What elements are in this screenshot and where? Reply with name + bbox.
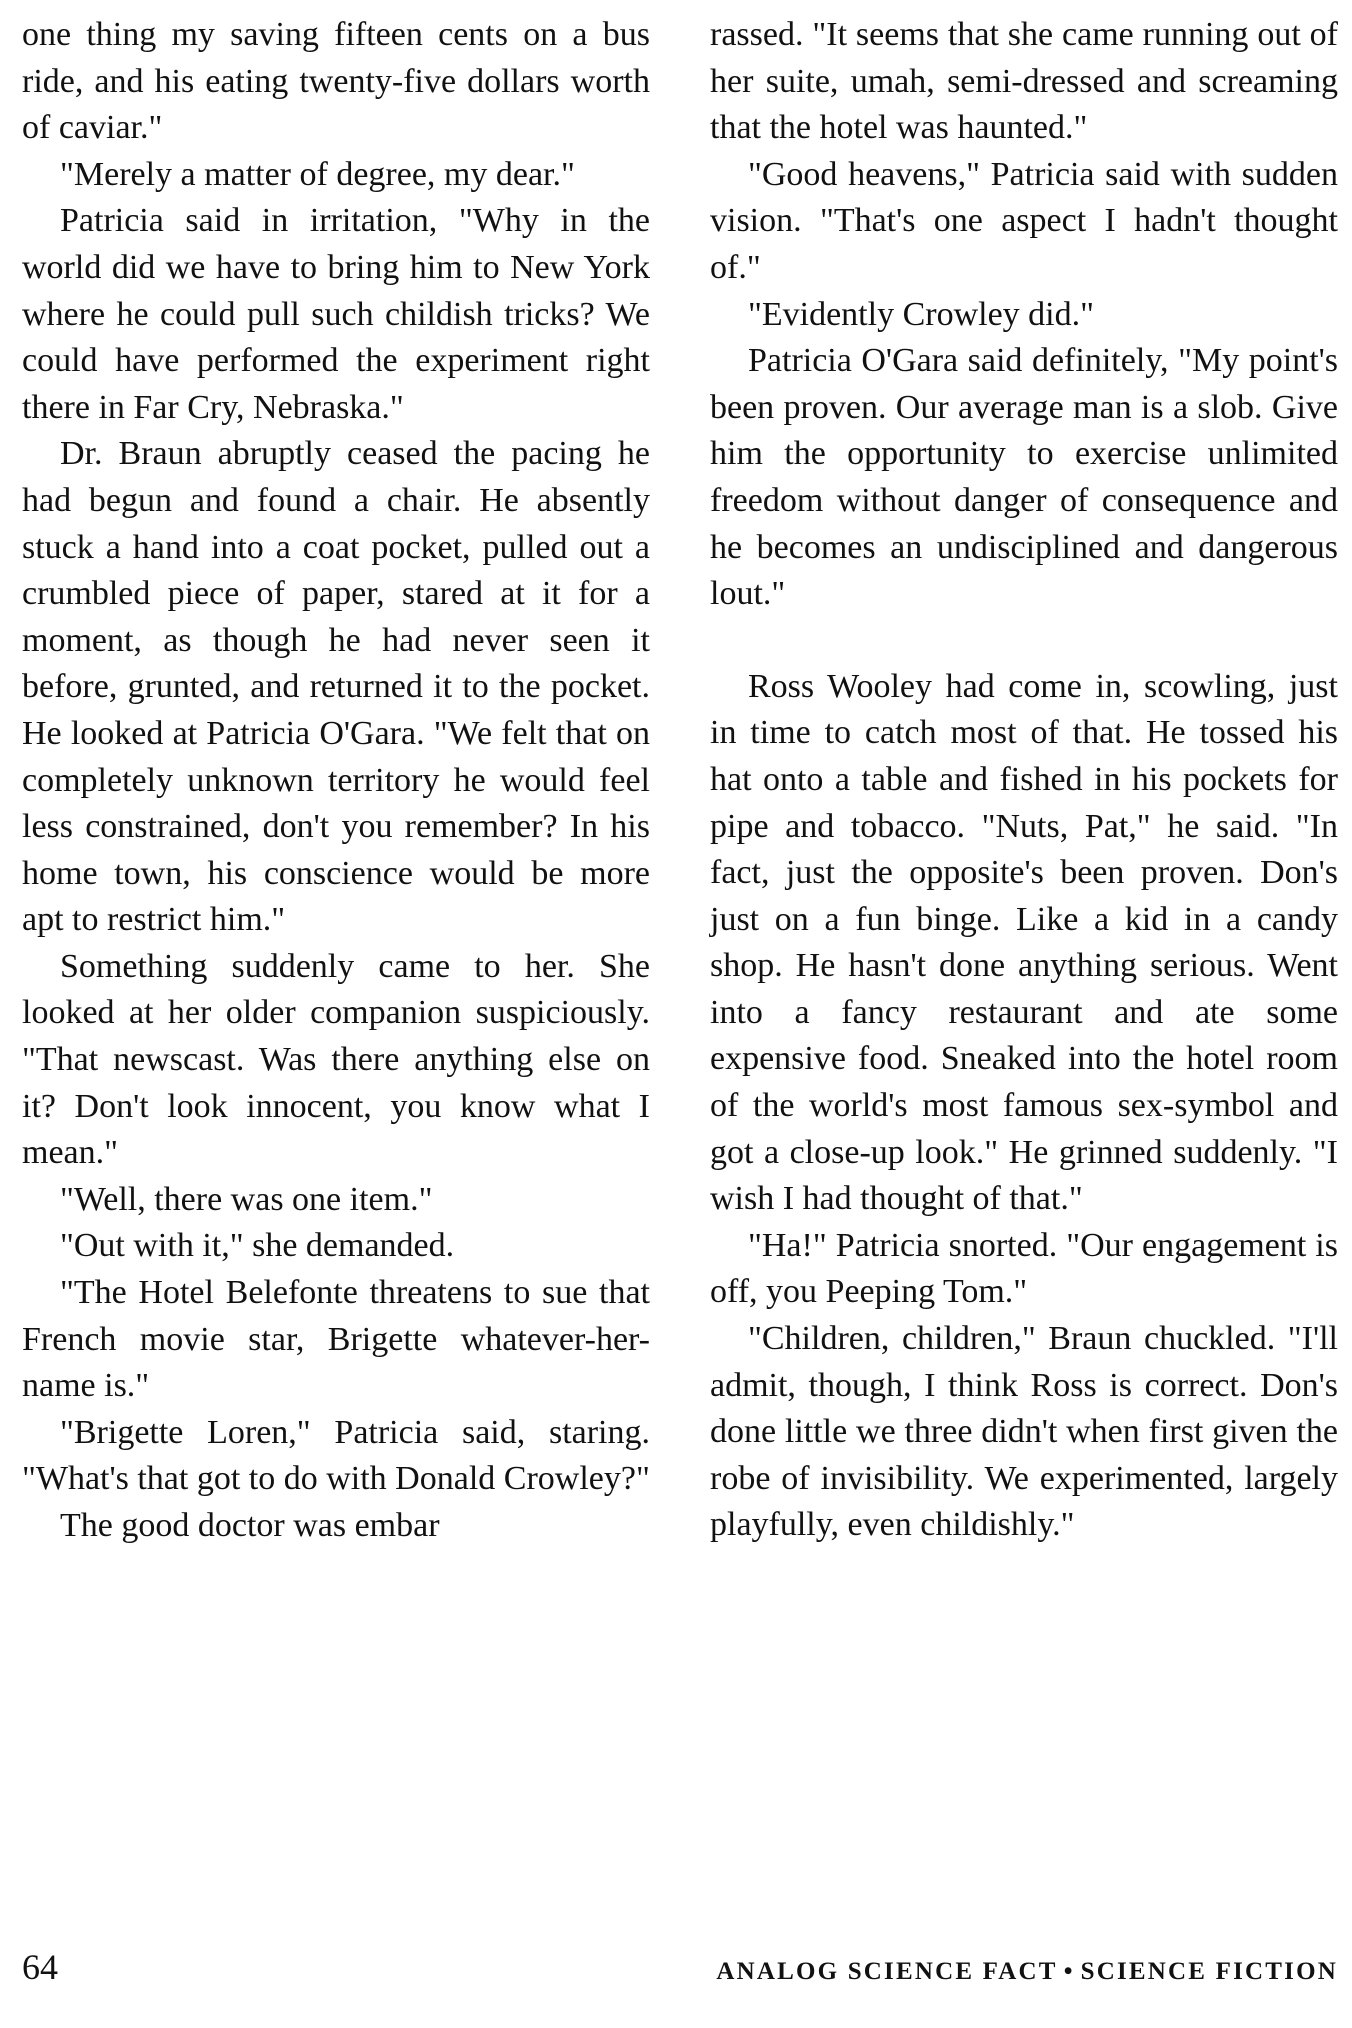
page-number: 64	[22, 1947, 58, 1987]
paragraph: "Children, children," Braun chuckled. "I'll admit, though, I think Ross is correct. Don's done little we three didn't when first given the robe of invisibility. We experimented, largely playfully, even childishly."	[710, 1320, 1338, 1544]
page-footer	[22, 1946, 1338, 1992]
paragraph: Patricia O'Gara said definitely, "My point's been proven. Our average man is a slob. Give him the opportunity to exercise unlimited freedom without danger of consequence and he becomes an undisciplined and dangerous lout."	[710, 342, 1338, 613]
paragraph: "Good heavens," Patricia said with sudden vision. "That's one aspect I hadn't thought of."	[710, 155, 1338, 286]
magazine-title-left: ANALOG SCIENCE FACT	[716, 1958, 1058, 1985]
right-column	[710, 12, 1338, 1550]
bullet-separator: •	[1063, 1958, 1075, 1985]
paragraph: Ross Wooley had come in, scowling, just in time to catch most of that. He tossed his hat onto a table and fished in his pockets for pipe and tobacco. "Nuts, Pat," he said. "In fact, just the opposite's been proven. Don's just on a fun binge. Like a kid in a candy shop. He hasn't done anything serious. Went into a fancy restaurant and ate some expensive food. Sneaked into the hotel room of the world's most famous sex-symbol and got a close-up look." He grinned suddenly. "I wish I had thought of that."	[710, 667, 1338, 1218]
magazine-title-right: SCIENCE FICTION	[1080, 1958, 1338, 1985]
paragraph: Patricia said in irritation, "Why in the world did we have to bring him to New York where he could pull such childish tricks? We could have performed the experiment right there in Far Cry, Nebraska."	[22, 202, 650, 426]
paragraph: "Evidently Crowley did."	[748, 295, 1094, 333]
paragraph: "Ha!" Patricia snorted. "Our engagement is off, you Peeping Tom."	[710, 1226, 1338, 1311]
paragraph: rassed. "It seems that she came running out of her suite, umah, semi-dressed and screaming that the hotel was haunted."	[710, 16, 1338, 147]
paragraph: "Well, there was one item."	[60, 1180, 433, 1218]
left-column	[22, 12, 650, 1550]
paragraph: The good doctor was embar	[60, 1507, 440, 1544]
paragraph: Something suddenly came to her. She looked at her older companion suspiciously. "That newscast. Was there anything else on it? Don't look innocent, you know what I mean."	[22, 947, 650, 1172]
magazine-page	[22, 12, 1338, 2002]
paragraph: "Out with it," she demanded.	[60, 1227, 455, 1265]
paragraph: Dr. Braun abruptly ceased the pacing he had begun and found a chair. He absently stuck a hand into a coat pocket, pulled out a crumbled piece of paper, stared at it for a moment, as though he had never seen it before, grunted, and returned it to the pocket. He looked at Patricia O'Gara. "We felt that on completely unknown territory he would feel less constrained, don't you remember? In his home town, his conscience would be more apt to restrict him."	[22, 435, 650, 939]
paragraph: one thing my saving fifteen cents on a bus ride, and his eating twenty-five dollars worth of caviar."	[22, 16, 650, 147]
running-head	[716, 1958, 1338, 1986]
paragraph: "Merely a matter of degree, my dear."	[60, 155, 575, 193]
paragraph: "The Hotel Belefonte threatens to sue that French movie star, Brigette whatever-her-name is."	[22, 1274, 650, 1405]
text-columns	[22, 12, 1338, 1550]
paragraph: "Brigette Loren," Patricia said, staring. "What's that got to do with Donald Crowley?"	[22, 1413, 650, 1498]
